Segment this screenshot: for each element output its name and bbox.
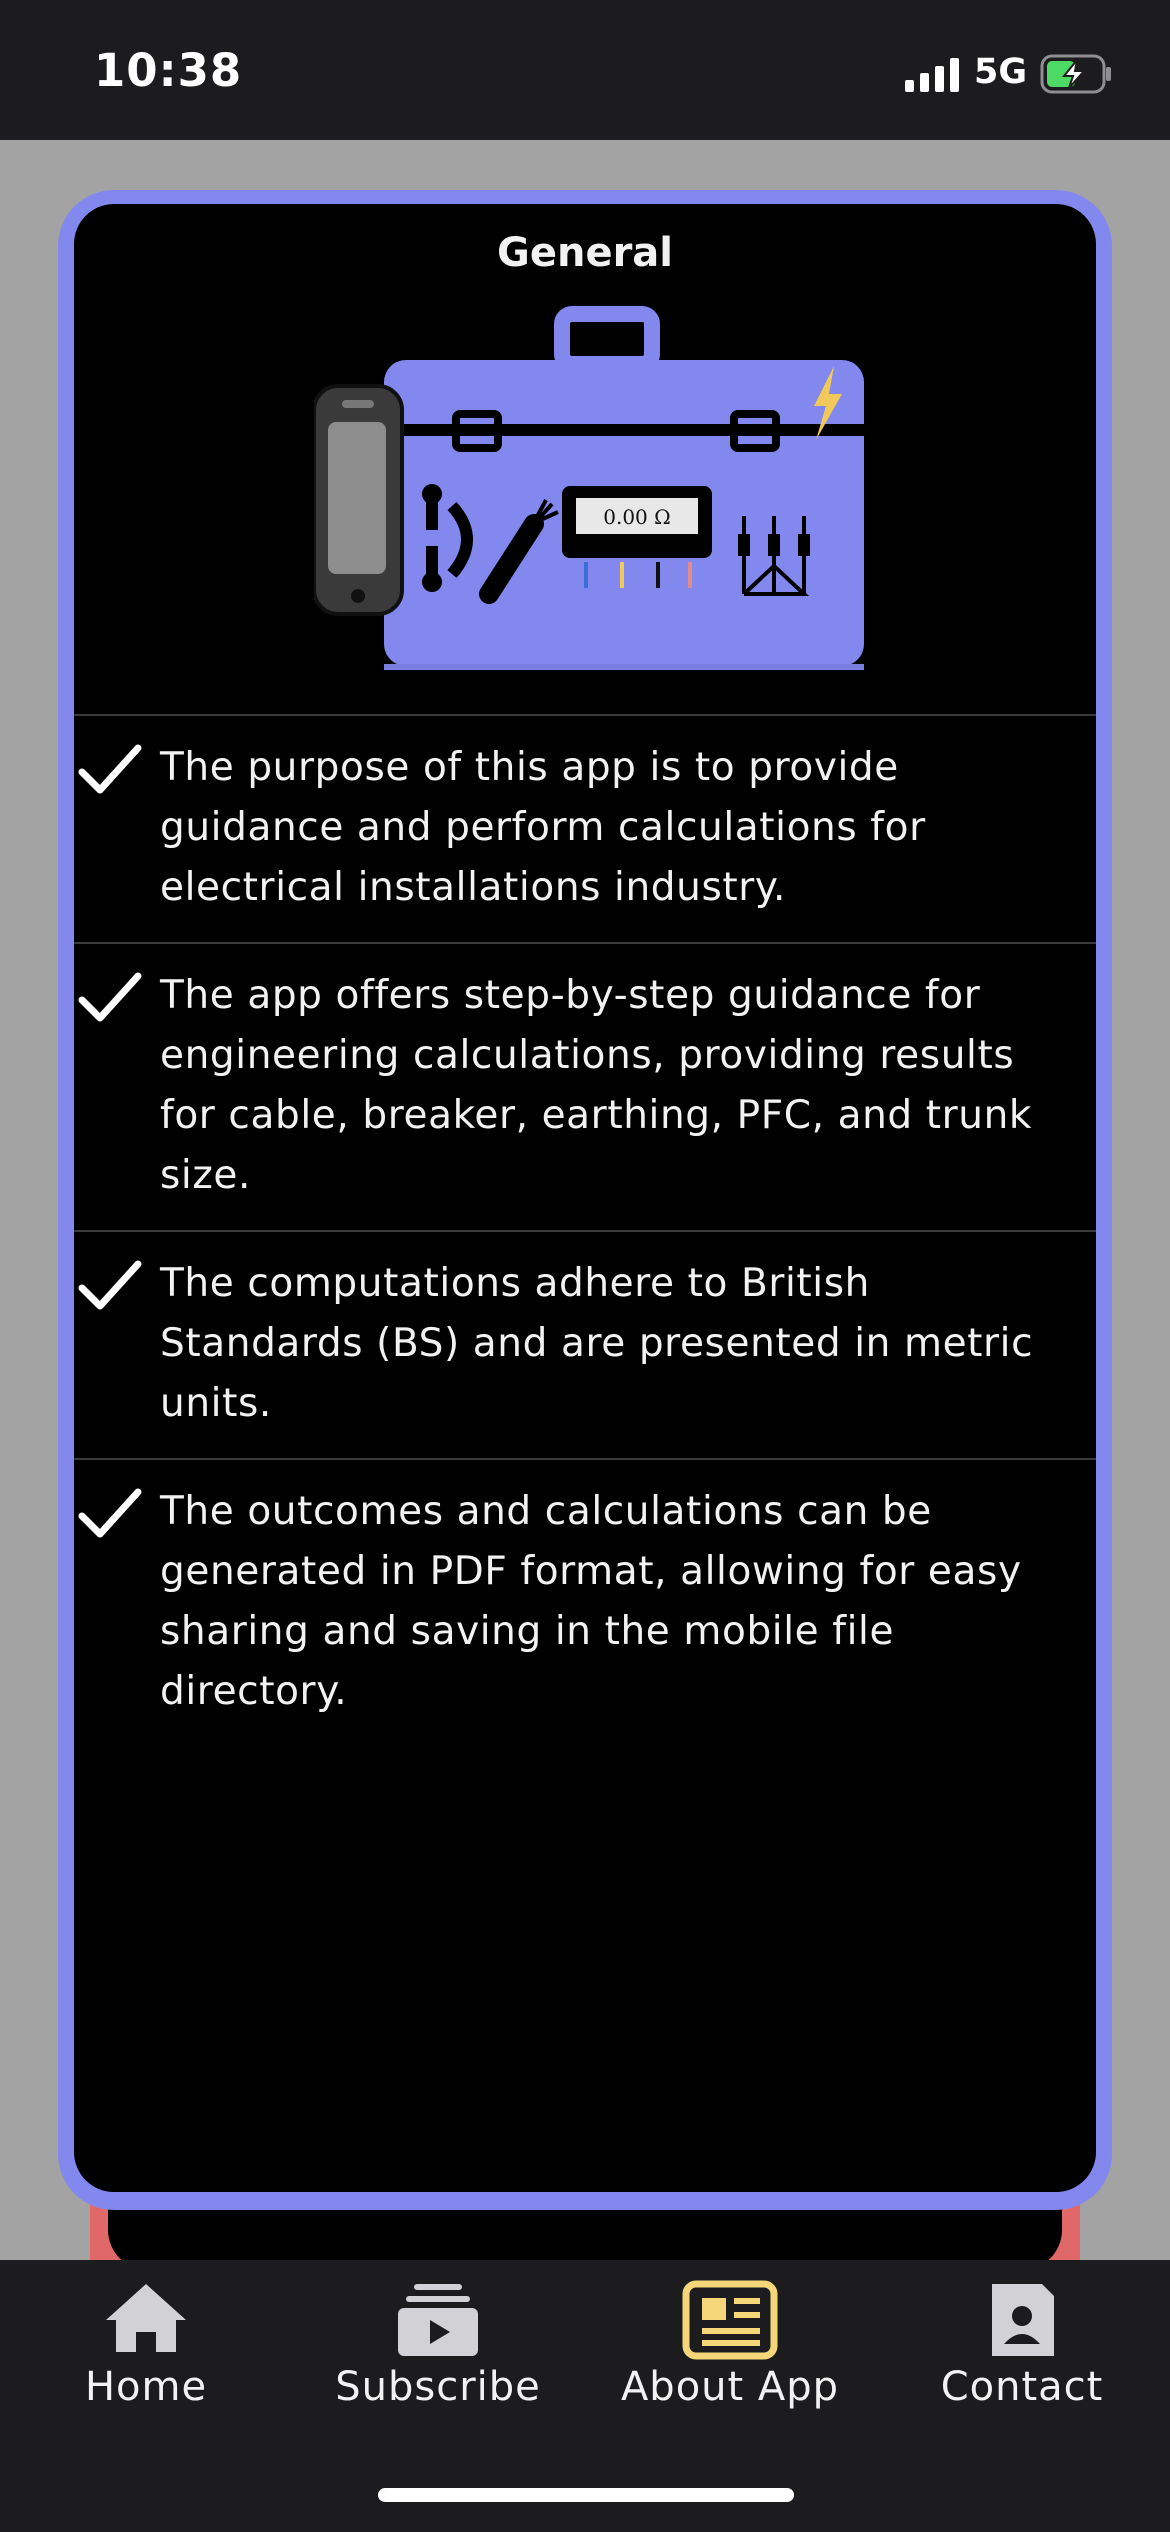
feature-item xyxy=(74,944,1096,1230)
feature-text: The outcomes and calculations can be generated in PDF format, allowing for easy sharing and saving in the mobile file directory. xyxy=(160,1489,1022,1714)
feature-item xyxy=(74,716,1096,942)
home-indicator[interactable] xyxy=(378,2488,794,2502)
feature-text: The app offers step-by-step guidance for engineering calculations, providing results for cable, breaker, earthing, PFC, and trunk size. xyxy=(160,973,1033,1198)
home-icon xyxy=(0,2276,292,2360)
feature-text: The computations adhere to British Standards (BS) and are presented in metric units. xyxy=(160,1261,1034,1426)
feature-text: The purpose of this app is to provide guidance and perform calculations for electrical installations industry. xyxy=(160,745,926,910)
network-type: 5G xyxy=(974,52,1028,92)
feature-item xyxy=(74,1460,1096,1760)
checkmark-icon xyxy=(76,968,146,1028)
tab-home[interactable] xyxy=(0,2260,292,2430)
status-time: 10:38 xyxy=(94,44,243,97)
tab-subscribe[interactable] xyxy=(292,2260,584,2430)
checkmark-icon xyxy=(76,1256,146,1316)
status-bar xyxy=(0,0,1170,140)
tab-label: Home xyxy=(84,2364,208,2410)
meter-reading: 0.00 Ω xyxy=(603,505,671,529)
card-title: General xyxy=(497,230,673,276)
general-card xyxy=(58,190,1112,2210)
checkmark-icon xyxy=(76,1484,146,1544)
signal-icon xyxy=(905,58,961,92)
subscriptions-icon xyxy=(292,2276,584,2360)
tab-contact[interactable] xyxy=(876,2260,1168,2430)
tab-bar xyxy=(0,2260,1170,2430)
feature-item xyxy=(74,1232,1096,1458)
content-area xyxy=(0,140,1170,2260)
tab-about-app[interactable] xyxy=(584,2260,876,2430)
tab-label: Subscribe xyxy=(335,2364,541,2410)
newspaper-icon xyxy=(584,2276,876,2360)
toolbox-illustration xyxy=(314,294,874,674)
tab-label: Contact xyxy=(940,2364,1104,2410)
tab-label: About App xyxy=(620,2364,840,2410)
battery-charging-icon xyxy=(1040,54,1114,94)
contact-icon xyxy=(876,2276,1168,2360)
checkmark-icon xyxy=(76,740,146,800)
